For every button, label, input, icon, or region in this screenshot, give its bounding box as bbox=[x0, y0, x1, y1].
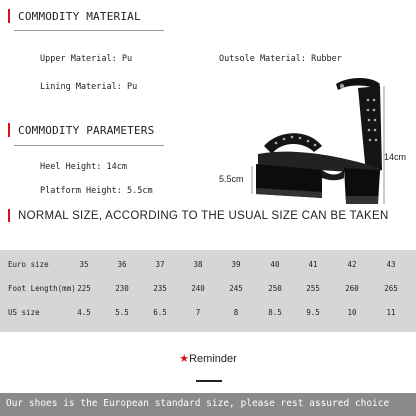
size-cell: 10 bbox=[347, 308, 357, 317]
platform-dimension-label: 5.5cm bbox=[219, 174, 244, 184]
size-cell: 36 bbox=[117, 260, 127, 269]
size-row-euro bbox=[0, 255, 416, 277]
size-cell: 4.5 bbox=[77, 308, 91, 317]
size-cell: 37 bbox=[155, 260, 165, 269]
size-chart bbox=[0, 250, 416, 332]
row-label: Foot Length(mm) bbox=[8, 284, 76, 293]
size-cell: 35 bbox=[79, 260, 89, 269]
heel-dimension-label: 14cm bbox=[384, 152, 407, 162]
lining-material: Lining Material: Pu bbox=[40, 82, 138, 92]
platform-height: Platform Height: 5.5cm bbox=[40, 186, 153, 196]
footer-banner bbox=[0, 393, 416, 416]
reminder-title: Reminder bbox=[189, 353, 237, 365]
size-cell: 7 bbox=[195, 308, 201, 317]
size-cell: 265 bbox=[384, 284, 398, 293]
size-cell: 6.5 bbox=[153, 308, 167, 317]
size-cell: 8 bbox=[233, 308, 239, 317]
reminder-heading bbox=[0, 352, 416, 365]
size-cell: 5.5 bbox=[115, 308, 129, 317]
size-cell: 235 bbox=[153, 284, 167, 293]
size-cell: 240 bbox=[191, 284, 205, 293]
red-accent-bar bbox=[8, 123, 10, 137]
size-cell: 38 bbox=[193, 260, 203, 269]
size-cell: 245 bbox=[229, 284, 243, 293]
size-cell: 255 bbox=[306, 284, 320, 293]
divider bbox=[14, 30, 164, 31]
size-row-foot-length bbox=[0, 279, 416, 301]
reminder-underline bbox=[196, 380, 222, 382]
size-cell: 11 bbox=[386, 308, 396, 317]
size-cell: 40 bbox=[270, 260, 280, 269]
size-cell: 39 bbox=[231, 260, 241, 269]
heel-height: Heel Height: 14cm bbox=[40, 162, 127, 172]
size-cell: 9.5 bbox=[306, 308, 320, 317]
material-title: COMMODITY MATERIAL bbox=[18, 9, 141, 23]
size-cell: 41 bbox=[308, 260, 318, 269]
size-cell: 43 bbox=[386, 260, 396, 269]
size-row-us bbox=[0, 303, 416, 325]
divider bbox=[14, 145, 164, 146]
outsole-material: Outsole Material: Rubber bbox=[219, 54, 342, 64]
footer-text: Our shoes is the European standard size, please rest assured choice bbox=[6, 398, 390, 409]
row-label: Euro size bbox=[8, 260, 49, 269]
red-accent-bar bbox=[8, 9, 10, 23]
parameters-header bbox=[8, 123, 154, 137]
sandal-product-image bbox=[248, 70, 388, 210]
red-accent-bar bbox=[8, 209, 10, 222]
size-cell: 260 bbox=[345, 284, 359, 293]
size-cell: 250 bbox=[268, 284, 282, 293]
size-cell: 225 bbox=[77, 284, 91, 293]
size-note-text: NORMAL SIZE, ACCORDING TO THE USUAL SIZE CAN BE TAKEN bbox=[18, 209, 389, 222]
size-cell: 230 bbox=[115, 284, 129, 293]
size-note bbox=[8, 209, 389, 222]
size-cell: 42 bbox=[347, 260, 357, 269]
row-label: US size bbox=[8, 308, 40, 317]
star-icon: ★ bbox=[179, 353, 190, 365]
parameters-title: COMMODITY PARAMETERS bbox=[18, 123, 155, 137]
material-header bbox=[8, 9, 141, 23]
upper-material: Upper Material: Pu bbox=[40, 54, 133, 64]
size-cell: 8.5 bbox=[268, 308, 282, 317]
